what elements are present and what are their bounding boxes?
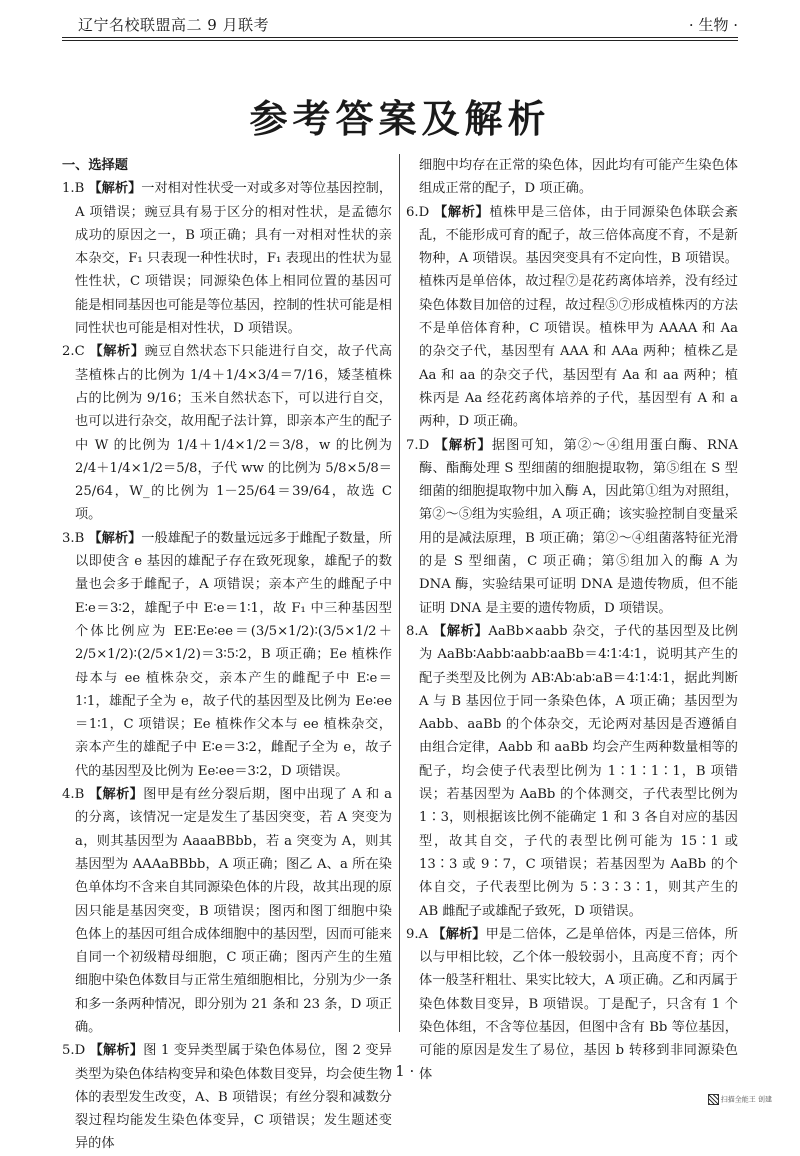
- answer-item: [406, 434, 738, 620]
- answer-item: [406, 201, 738, 434]
- qr-code-icon: [708, 1094, 719, 1105]
- answer-item: [62, 527, 392, 783]
- section-heading: 一、选择题: [62, 158, 128, 173]
- answer-item: [62, 1039, 392, 1155]
- answer-text: 图 1 变异类型属于染色体易位，图 2 变异类型为染色体结构变异和染色体数目变异，均会使生物体的表型发生改变，A、B 项错误；有丝分裂和减数分裂过程均能发生染色体变异，C 项错误；发生题述变异的体: [75, 1043, 392, 1152]
- page-title: 参考答案及解析: [249, 97, 551, 141]
- analysis-label: 【解析】: [88, 530, 142, 546]
- answer-text: 一般雄配子的数量远远多于雌配子数量，所以即使含 e 基因的雄配子存在致死现象，雄配子的数量也会多于雌配子，A 项错误；亲本产生的雌配子中 E∶e＝3∶2，雄配子中 E∶e＝1∶1，故 F₁ 中三种基因型个体比例应为 EE∶Ee∶ee＝(3/5×1/2)∶(3/5×1/2＋2/5×1/2)∶(2/5×1/2)＝3∶5∶2，B 项正确；Ee 植株作母本与 ee 植株杂交，亲本产生的雌配子中 E∶e＝1∶1，雄配子全为 e，故子代的基因型及比例为 Ee∶ee＝1∶1，C 项错误；Ee 植株作父本与 ee 植株杂交，亲本产生的雄配子中 E∶e＝3∶2，雌配子全为 e，故子代的基因型及比例为 Ee∶ee＝3∶2，D 项错误。: [75, 530, 393, 779]
- right-column: [406, 154, 738, 1086]
- exam-name: 辽宁名校联盟高二 9 月联考: [78, 16, 270, 34]
- answer-text: 一对相对性状受一对或多对等位基因控制，A 项错误；豌豆具有易于区分的相对性状，是孟德尔成功的原因之一，B 项正确；具有一对相对性状的亲本杂交，F₁ 只表现一种性状时，F₁ 表现出的性状为显性性状，C 项错误；同源染色体上相同位置的基因可能是相同基因也可能是等位基因，控制的性状可能是相同性状也可能是相对性状，D 项错误。: [75, 181, 393, 337]
- answer-number: 6.D: [406, 204, 430, 220]
- answer-number: 9.A: [406, 926, 429, 942]
- column-divider: [399, 154, 400, 1032]
- answer-number: 4.B: [62, 787, 85, 803]
- answer-text: 豌豆自然状态下只能进行自交，故子代高茎植株占的比例为 1/4＋1/4×3/4＝7/16，矮茎植株占的比例为 9/16；玉米自然状态下，可以进行自交，也可以进行杂交，故用配子法计算，即亲本产生的配子中 W 的比例为 1/4＋1/4×1/2＝3/8，w 的比例为 2/4＋1/4×1/2＝5/8，子代 ww 的比例为 5/8×5/8＝25/64，W_的比例为 1－25/64＝39/64，故选 C 项。: [75, 344, 393, 523]
- header-rule-2: [62, 40, 738, 41]
- analysis-label: 【解析】: [88, 181, 142, 197]
- analysis-label: 【解析】: [434, 437, 492, 453]
- answer-text: 甲是二倍体，乙是单倍体，丙是三倍体，所以与甲相比较，乙个体一般较弱小，且高度不育；丙个体一般茎秆粗壮、果实比较大，A 项正确。乙和丙属于染色体数目变异，B 项错误。丁是配子，只含有 1 个染色体组，不含等位基因，但图中含有 Bb 等位基因，可能的原因是发生了易位，基因 b 转移到非同源染色体: [419, 926, 738, 1082]
- scanner-stamp-text: 扫描全能王 创建: [720, 1095, 772, 1104]
- answer-item: [406, 620, 738, 923]
- page-number: · 1 ·: [385, 1062, 415, 1080]
- answer-number: 2.C: [62, 344, 85, 360]
- answer-item: [62, 177, 392, 340]
- title-block: [200, 94, 600, 144]
- analysis-label: 【解析】: [89, 344, 145, 360]
- left-column: [62, 154, 392, 1156]
- analysis-label: 【解析】: [88, 787, 144, 803]
- analysis-label: 【解析】: [89, 1043, 144, 1059]
- answer-number: 3.B: [62, 530, 85, 546]
- answer-text: 据图可知，第②～④组用蛋白酶、RNA 酶、酯酶处理 S 型细菌的细胞提取物，第⑤组在 S 型细菌的细胞提取物中加入酶 A，因此第①组为对照组，第②～⑤组为实验组，A 项正确；该实验控制自变量采用的是减法原理，B 项正确；第②～④组菌落特征光滑的是 S 型细菌，C 项正确；第⑤组加入的酶 A 为 DNA 酶，实验结果可证明 DNA 是遗传物质，但不能证明 DNA 是主要的遗传物质，D 项错误。: [419, 437, 739, 616]
- answer-text: 图甲是有丝分裂后期，图中出现了 A 和 a 的分离，该情况一定是发生了基因突变，若 A 突变为 a，则其基因型为 AaaaBBbb，若 a 突变为 A，则其基因型为 AAAaBBbb，A 项正确；图乙 A、a 所在染色单体均不含来自其同源染色体的片段，故其出现的原因只能是基因突变，B 项错误；图丙和图丁细胞中染色体上的基因可组合成体细胞中的基因型，因而可能来自同一个初级精母细胞，C 项正确；图丙产生的生殖细胞中染色体数目与正常生殖细胞相比，分别为少一条和多一条两种情况，即分别为 21 条和 23 条，D 项正确。: [75, 787, 392, 1035]
- subject-label: · 生物 ·: [688, 16, 738, 34]
- answer-number: 8.A: [406, 623, 429, 639]
- analysis-label: 【解析】: [432, 926, 486, 942]
- answer-number: 5.D: [62, 1043, 86, 1059]
- scanner-stamp: [708, 1094, 772, 1105]
- answer-text: 植株甲是三倍体，由于同源染色体联会紊乱，不能形成可育的配子，故三倍体高度不育，不是新物种，A 项错误。基因突变具有不定向性，B 项错误。植株丙是单倍体，故过程⑦是花药离体培养，没有经过染色体数目加倍的过程，故过程⑤⑦形成植株丙的方法不是单倍体育种，C 项错误。植株甲为 AAAA 和 Aa 的杂交子代，基因型有 AAA 和 AAa 两种；植株乙是 Aa 和 aa 的杂交子代，基因型有 Aa 和 aa 两种；植株丙是 Aa 经花药离体培养的子代，基因型有 A 和 a 两种，D 项正确。: [419, 204, 738, 430]
- answer-number: 7.D: [406, 437, 430, 453]
- answer-number: 1.B: [62, 181, 85, 197]
- answer-continuation: 细胞中均存在正常的染色体，因此均有可能产生染色体组成正常的配子，D 项正确。: [419, 158, 738, 197]
- header-rule: [62, 37, 738, 38]
- analysis-label: 【解析】: [432, 623, 489, 639]
- answer-item: [62, 340, 392, 526]
- page-header: [78, 10, 738, 34]
- answer-text: AaBb×aabb 杂交，子代的基因型及比例为 AaBb∶Aabb∶aabb∶aaBb＝4∶1∶4∶1，说明其产生的配子类型及比例为 AB∶Ab∶ab∶aB＝4∶1∶4∶1，据此判断 A 与 B 基因位于同一条染色体，A 项正确；基因型为 Aabb、aaBb 的个体杂交，无论两对基因是否遵循自由组合定律，Aabb 和 aaBb 均会产生两种数量相等的配子，均会使子代表型比例为 1∶1∶1∶1，B 项错误；若基因型为 AaBb 的个体测交，子代表型比例为 1∶3，则根据该比例不能确定 1 和 3 各自对应的基因型，故其自交，子代的表型比例可能为 15∶1 或 13∶3 或 9∶7，C 项错误；若基因型为 AaBb 的个体自交，子代表型比例为 5∶3∶3∶1，则其产生的 AB 雌配子或雄配子致死，D 项错误。: [419, 623, 738, 919]
- answer-item: [62, 783, 392, 1039]
- analysis-label: 【解析】: [434, 204, 490, 220]
